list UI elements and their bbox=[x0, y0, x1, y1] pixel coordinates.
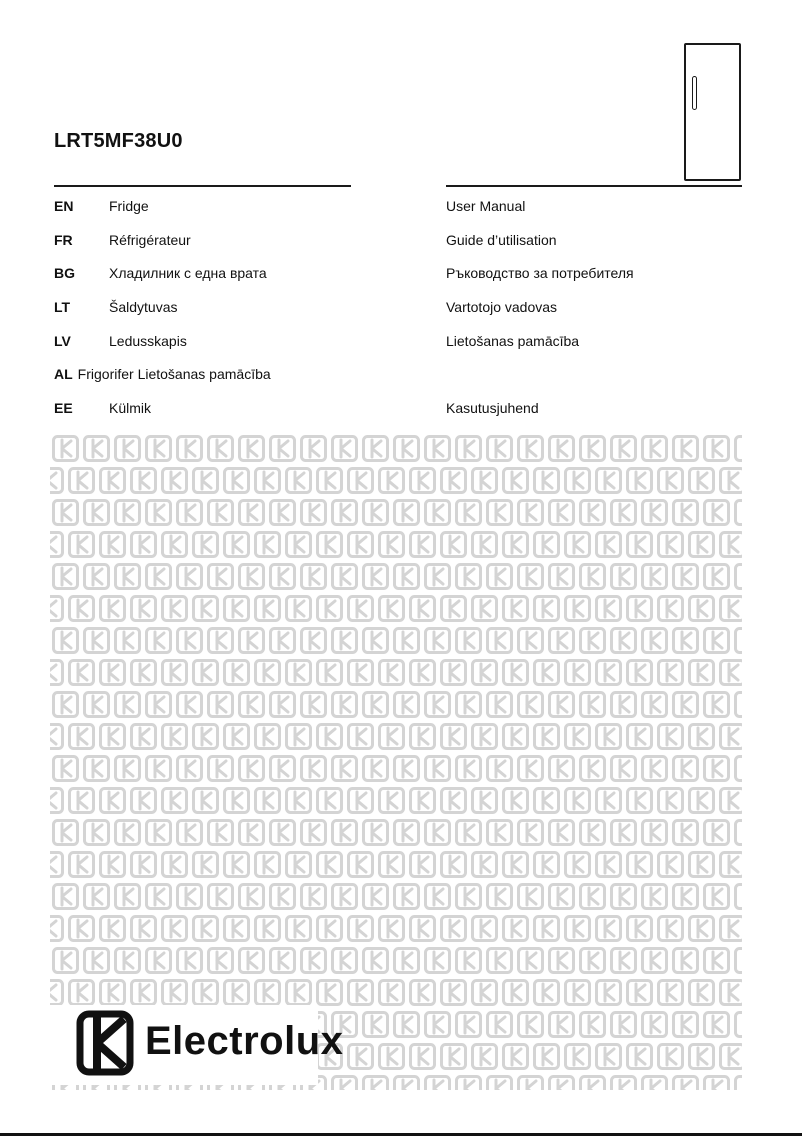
language-code: EE bbox=[54, 400, 73, 416]
pattern-fill bbox=[50, 432, 742, 1090]
language-code: LT bbox=[54, 299, 71, 315]
language-code: BG bbox=[54, 265, 75, 281]
manual-title: Kasutusjuhend bbox=[446, 400, 539, 416]
divider-right bbox=[446, 185, 742, 187]
brand-name: Electrolux bbox=[145, 1019, 344, 1063]
electrolux-logo-icon bbox=[50, 1005, 140, 1085]
language-row-ee bbox=[0, 400, 802, 420]
divider-left bbox=[54, 185, 351, 187]
language-row-lt bbox=[0, 299, 802, 319]
language-code: LV bbox=[54, 333, 71, 349]
brand-pattern-svg bbox=[50, 432, 742, 1090]
product-name: Frigorifer Lietošanas pamācība bbox=[77, 366, 271, 382]
manual-title: Guide d’utilisation bbox=[446, 232, 557, 248]
manual-title: User Manual bbox=[446, 198, 526, 214]
language-row-lv bbox=[0, 333, 802, 353]
product-name: Réfrigérateur bbox=[109, 232, 191, 248]
electrolux-logo bbox=[50, 1005, 344, 1085]
language-code: AL bbox=[54, 366, 73, 382]
language-row-en bbox=[0, 198, 802, 218]
model-number: LRT5MF38U0 bbox=[54, 130, 183, 152]
language-code: EN bbox=[54, 198, 74, 214]
fridge-icon bbox=[684, 43, 741, 181]
product-name: Šaldytuvas bbox=[109, 299, 178, 315]
brand-pattern-background bbox=[50, 432, 742, 1090]
product-name: Külmik bbox=[109, 400, 152, 416]
language-row-bg bbox=[0, 265, 802, 285]
language-code: FR bbox=[54, 232, 73, 248]
fridge-handle bbox=[692, 76, 697, 110]
manual-title: Ръководство за потребителя bbox=[446, 265, 634, 281]
language-row-al bbox=[0, 366, 802, 386]
product-name: Хладилник с една врата bbox=[109, 265, 267, 281]
product-name: Ledusskapis bbox=[109, 333, 187, 349]
manual-title: Lietošanas pamācība bbox=[446, 333, 580, 349]
manual-title: Vartotojo vadovas bbox=[446, 299, 558, 315]
product-name: Fridge bbox=[109, 198, 149, 214]
language-row-fr bbox=[0, 232, 802, 252]
